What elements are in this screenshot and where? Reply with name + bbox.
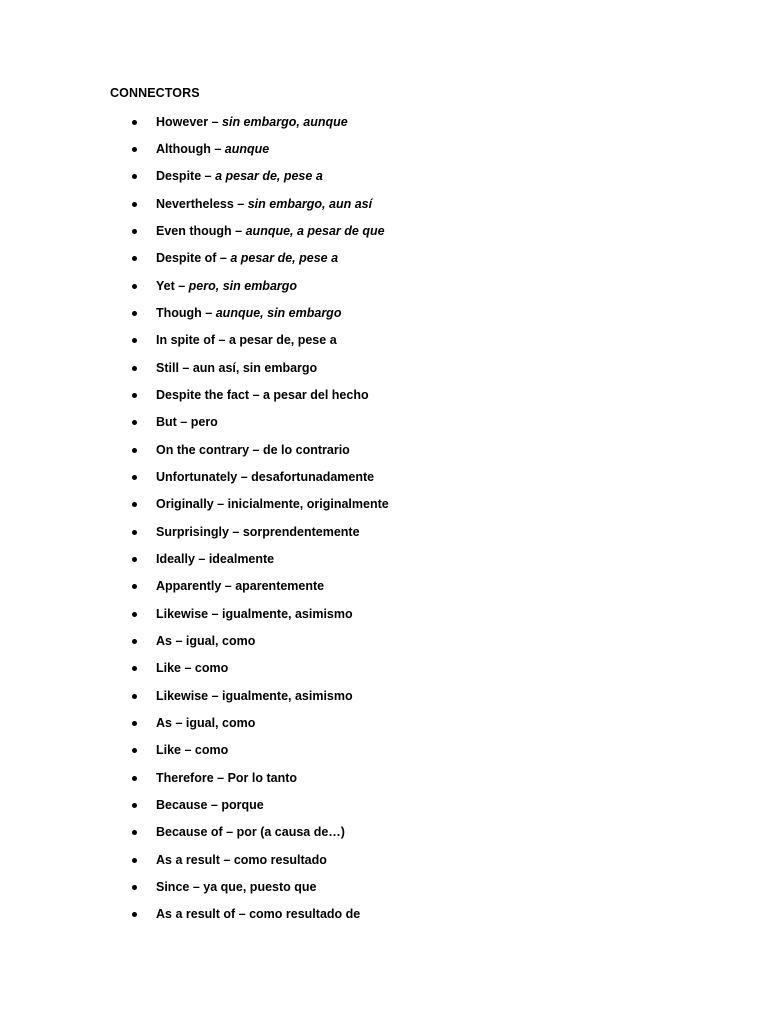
list-item xyxy=(0,412,768,439)
connector-term: Like xyxy=(156,661,182,676)
list-item xyxy=(0,795,768,822)
connector-term: Despite of xyxy=(156,251,217,266)
connector-separator: – xyxy=(221,579,236,594)
connector-term: Yet xyxy=(156,278,175,293)
bullet-icon xyxy=(132,174,137,179)
bullet-icon xyxy=(132,721,137,726)
connector-separator: – xyxy=(249,387,263,402)
connector-entry xyxy=(156,850,327,870)
bullet-icon xyxy=(132,147,137,152)
connector-entry xyxy=(156,822,345,842)
connector-entry xyxy=(156,166,323,186)
bullet-icon xyxy=(132,420,137,425)
connector-term: Like xyxy=(156,743,182,758)
connector-translation: como xyxy=(194,743,229,758)
bullet-icon xyxy=(132,530,137,535)
connector-term: Likewise xyxy=(156,688,209,703)
list-item xyxy=(0,440,768,467)
list-item xyxy=(0,576,768,603)
bullet-icon xyxy=(132,912,137,917)
list-item xyxy=(0,740,768,767)
connector-separator: – xyxy=(174,278,189,293)
connector-entry xyxy=(156,658,228,678)
bullet-icon xyxy=(132,229,137,234)
connector-term: Since xyxy=(156,880,190,895)
connector-separator: – xyxy=(178,360,193,375)
connector-separator: – xyxy=(201,169,216,184)
connector-translation: aparentemente xyxy=(235,579,325,594)
connector-entry xyxy=(156,631,255,651)
bullet-icon xyxy=(132,202,137,207)
connector-term: Although xyxy=(156,141,211,156)
connector-translation: igual, como xyxy=(185,716,256,731)
bullet-icon xyxy=(132,338,137,343)
list-item xyxy=(0,494,768,521)
connector-separator: – xyxy=(233,196,248,211)
list-item xyxy=(0,467,768,494)
bullet-icon xyxy=(132,502,137,507)
bullet-icon xyxy=(132,311,137,316)
connector-translation: aun así, sin embargo xyxy=(192,360,318,375)
connector-separator: – xyxy=(176,415,191,430)
list-item xyxy=(0,112,768,139)
list-item xyxy=(0,713,768,740)
connector-term: Even though xyxy=(156,223,232,238)
connector-separator: – xyxy=(231,223,246,238)
connector-entry xyxy=(156,877,316,897)
connector-term: But xyxy=(156,415,177,430)
connector-translation: a pesar de, pese a xyxy=(230,251,339,266)
bullet-icon xyxy=(132,803,137,808)
connector-entry xyxy=(156,686,353,706)
list-item xyxy=(0,604,768,631)
bullet-icon xyxy=(132,284,137,289)
list-item xyxy=(0,631,768,658)
bullet-icon xyxy=(132,694,137,699)
connector-entry xyxy=(156,194,372,214)
connector-separator: – xyxy=(171,716,186,731)
connector-translation: pero xyxy=(190,415,218,430)
connector-translation: igualmente, asimismo xyxy=(222,606,353,621)
list-item xyxy=(0,358,768,385)
connector-separator: – xyxy=(207,798,222,813)
connector-translation: porque xyxy=(221,798,264,813)
connector-term: As a result of xyxy=(156,907,236,922)
connector-translation: igual, como xyxy=(185,634,256,649)
connector-translation: inicialmente, originalmente xyxy=(227,497,389,512)
bullet-icon xyxy=(132,448,137,453)
list-item xyxy=(0,658,768,685)
bullet-icon xyxy=(132,393,137,398)
connector-separator: – xyxy=(181,661,195,676)
connector-entry xyxy=(156,358,317,378)
connector-separator: – xyxy=(237,469,252,484)
connector-entry xyxy=(156,740,228,760)
list-item xyxy=(0,248,768,275)
bullet-icon xyxy=(132,120,137,125)
connector-term: As a result xyxy=(156,852,220,867)
connector-separator: – xyxy=(181,743,195,758)
bullet-icon xyxy=(132,639,137,644)
connector-term: In spite of xyxy=(156,333,219,348)
connector-term: Ideally xyxy=(156,552,195,566)
connector-translation: aunque, sin embargo xyxy=(215,305,342,320)
connector-term: Apparently xyxy=(156,579,222,594)
bullet-icon xyxy=(132,557,137,562)
connector-term: Surprisingly xyxy=(156,524,229,539)
bullet-icon xyxy=(132,584,137,589)
connector-translation: a pesar de, pese a xyxy=(228,333,337,348)
connector-separator: – xyxy=(213,497,228,512)
bullet-icon xyxy=(132,858,137,863)
list-item xyxy=(0,822,768,849)
document-title: CONNECTORS xyxy=(110,86,200,100)
connector-translation: sin embargo, aun así xyxy=(247,196,373,211)
connector-translation: a pesar de, pese a xyxy=(215,169,323,184)
connector-separator: – xyxy=(208,688,223,703)
connector-term: Likewise xyxy=(156,606,209,621)
connector-translation: aunque, a pesar de que xyxy=(245,223,385,238)
connector-separator: – xyxy=(222,825,237,840)
bullet-icon xyxy=(132,830,137,835)
bullet-icon xyxy=(132,885,137,890)
connector-separator: – xyxy=(201,305,216,320)
connector-translation: sorprendentemente xyxy=(242,524,360,539)
connector-translation: por (a causa de…) xyxy=(236,825,345,840)
list-item xyxy=(0,522,768,549)
connector-separator: – xyxy=(194,552,209,566)
list-item xyxy=(0,549,768,576)
connector-entry xyxy=(156,576,324,596)
connector-entry xyxy=(156,139,269,159)
list-item xyxy=(0,221,768,248)
bullet-icon xyxy=(132,256,137,261)
connector-translation: de lo contrario xyxy=(262,442,350,457)
connector-entry xyxy=(156,713,255,733)
connector-entry xyxy=(156,604,353,624)
connector-term: Despite xyxy=(156,169,202,184)
list-item xyxy=(0,330,768,357)
connector-translation: desafortunadamente xyxy=(251,469,375,484)
connector-entry xyxy=(156,549,274,569)
bullet-icon xyxy=(132,612,137,617)
connector-term: Therefore xyxy=(156,770,214,785)
connector-entry xyxy=(156,412,218,432)
connector-term: On the contrary xyxy=(156,442,250,457)
bullet-icon xyxy=(132,366,137,371)
connector-translation: pero, sin embargo xyxy=(188,278,298,293)
connector-separator: – xyxy=(218,333,229,348)
connector-translation: igualmente, asimismo xyxy=(222,688,353,703)
connector-term: Because xyxy=(156,798,208,813)
connector-translation: como resultado xyxy=(233,852,327,867)
connector-list xyxy=(0,112,768,932)
connector-term: Nevertheless xyxy=(156,196,234,211)
connector-translation: sin embargo, aunque xyxy=(222,114,348,129)
bullet-icon xyxy=(132,776,137,781)
connector-term: As xyxy=(156,716,172,731)
connector-entry xyxy=(156,522,360,542)
connector-translation: aunque xyxy=(224,141,270,156)
connector-entry xyxy=(156,221,385,241)
connector-separator: – xyxy=(219,852,234,867)
connector-separator: – xyxy=(171,634,186,649)
connector-term: Originally xyxy=(156,497,214,512)
connector-term: As xyxy=(156,634,172,649)
bullet-icon xyxy=(132,475,137,480)
bullet-icon xyxy=(132,666,137,671)
list-item xyxy=(0,194,768,221)
connector-term: Unfortunately xyxy=(156,469,238,484)
connector-separator: – xyxy=(235,907,250,922)
connector-separator: – xyxy=(208,114,223,129)
connector-entry xyxy=(156,904,360,924)
connector-separator: – xyxy=(213,770,228,785)
list-item xyxy=(0,139,768,166)
connector-term: Still xyxy=(156,360,179,375)
connector-entry xyxy=(156,112,348,132)
connector-term: Because of xyxy=(156,825,223,840)
connector-separator: – xyxy=(228,524,243,539)
connector-entry xyxy=(156,385,369,405)
connector-term: Though xyxy=(156,305,202,320)
connector-entry xyxy=(156,330,337,350)
connector-term: Despite the fact xyxy=(156,387,250,402)
bullet-icon xyxy=(132,748,137,753)
connector-translation: ya que, puesto que xyxy=(203,880,317,895)
list-item xyxy=(0,166,768,193)
list-item xyxy=(0,877,768,904)
connector-separator: – xyxy=(208,606,223,621)
connector-entry xyxy=(156,768,297,788)
list-item xyxy=(0,850,768,877)
connector-term: However xyxy=(156,114,209,129)
connector-separator: – xyxy=(210,141,225,156)
list-item xyxy=(0,904,768,931)
connector-translation: como xyxy=(194,661,229,676)
list-item xyxy=(0,686,768,713)
connector-separator: – xyxy=(189,880,204,895)
connector-entry xyxy=(156,467,374,487)
connector-entry xyxy=(156,248,338,268)
connector-separator: – xyxy=(249,442,263,457)
connector-entry xyxy=(156,276,297,296)
list-item xyxy=(0,276,768,303)
connector-entry xyxy=(156,795,264,815)
connector-translation: idealmente xyxy=(208,552,275,566)
connector-translation: Por lo tanto xyxy=(227,770,298,785)
list-item xyxy=(0,768,768,795)
connector-translation: como resultado de xyxy=(249,907,361,922)
list-item xyxy=(0,385,768,412)
connector-separator: – xyxy=(216,251,231,266)
connector-translation: a pesar del hecho xyxy=(263,387,369,402)
list-item xyxy=(0,303,768,330)
connector-entry xyxy=(156,440,350,460)
connector-entry xyxy=(156,494,389,514)
connector-entry xyxy=(156,303,341,323)
